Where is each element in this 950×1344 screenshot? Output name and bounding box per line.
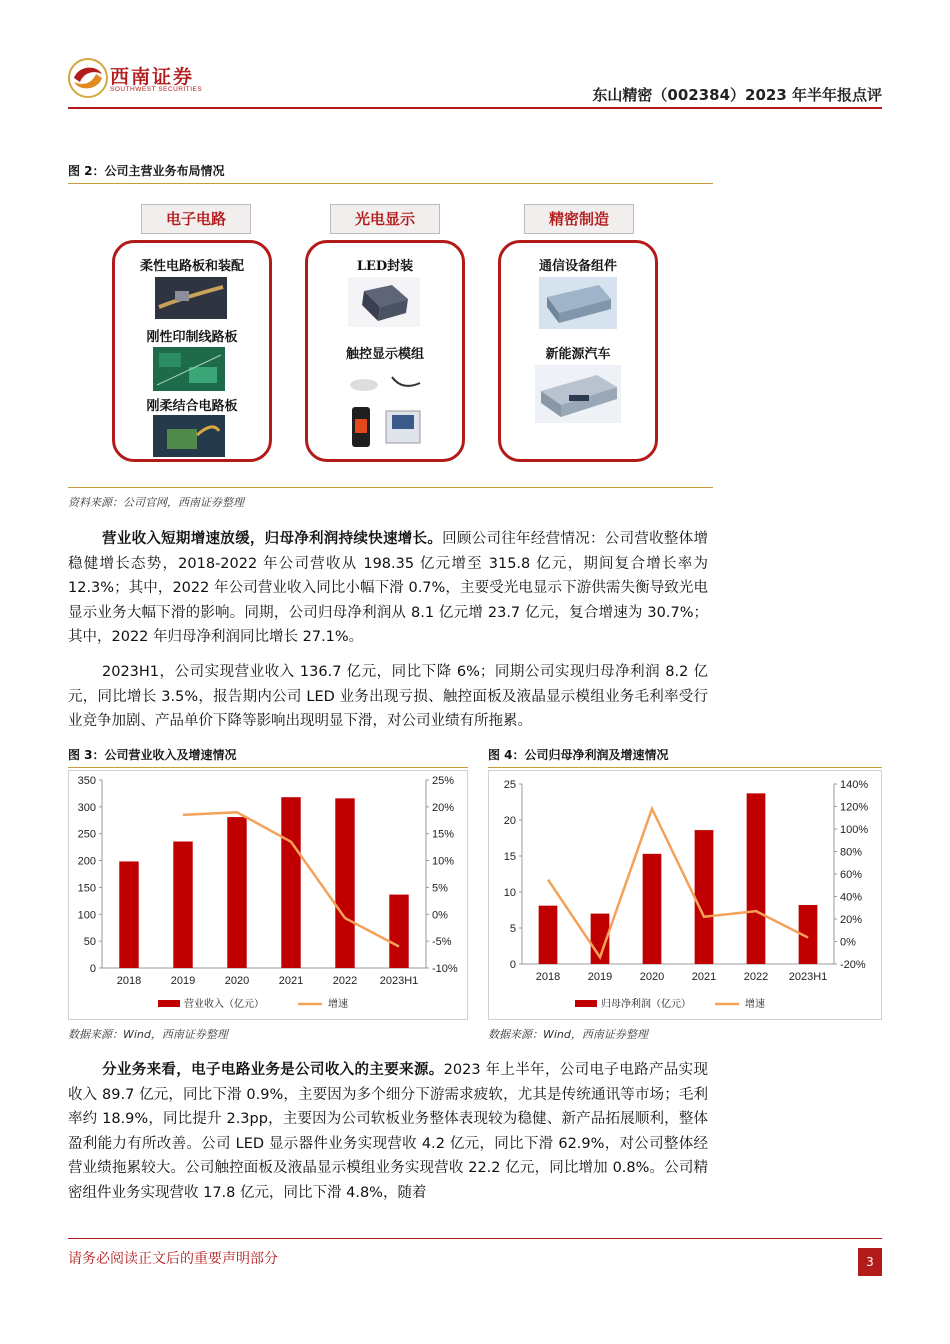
y-tick-label-right: 5%: [432, 882, 448, 895]
growth-line: [548, 809, 808, 958]
figure2-caption: 图 2：公司主营业务布局情况: [68, 164, 225, 178]
footer-disclaimer: 请务必阅读正文后的重要声明部分: [68, 1251, 278, 1267]
legend-bar-swatch: [158, 1000, 180, 1007]
y-tick-label-right: -20%: [840, 959, 866, 971]
y-tick-label-left: 300: [77, 801, 96, 814]
bar: [335, 798, 354, 968]
item-flexible-pcb: 柔性电路板和装配: [139, 259, 244, 274]
item-led-packaging: LED封装: [356, 259, 414, 274]
figure3-source: 数据来源：Wind，西南证券整理: [68, 1028, 228, 1041]
y-tick-label-left: 20: [503, 815, 516, 827]
x-tick-label: 2023H1: [788, 971, 828, 983]
header-divider: [68, 107, 882, 109]
bar: [227, 817, 246, 968]
net-profit-chart: [488, 770, 882, 1020]
figure3-top-rule: [68, 767, 468, 768]
legend-bar-label: 归母净利润（亿元）: [601, 999, 691, 1010]
bar: [747, 793, 766, 964]
footer-divider: [68, 1238, 882, 1239]
item-rigid-pcb: 刚性印制线路板: [146, 330, 238, 345]
x-tick-label: 2020: [224, 975, 250, 987]
new-energy-vehicle-image: [535, 365, 621, 423]
y-tick-label-right: 0%: [432, 909, 448, 922]
touch-display-module-image: [344, 371, 426, 453]
communication-components-image: [539, 277, 617, 329]
paragraph-business-segments: [68, 1058, 708, 1205]
y-tick-label-left: 200: [77, 855, 96, 868]
y-tick-label-left: 150: [77, 882, 96, 895]
y-tick-label-left: 15: [503, 851, 516, 863]
x-tick-label: 2022: [743, 971, 769, 983]
y-tick-label-left: 50: [83, 936, 96, 949]
category-optoelectronic-display: 光电显示: [330, 204, 440, 234]
rigid-flex-pcb-image: [153, 415, 225, 457]
category-box-precision-manufacturing: [498, 240, 658, 462]
paragraph-revenue-body: 回顾公司往年经营情况：公司营收整体增稳健增长态势，2018-2022 年公司营收从 198.35 亿元增至 315.8 亿元，期间复合增长率为 12.3%；其中，2022 年公司营业收入同比小幅下滑 0.7%，主要受光电显示下游供需失衡导致光电显示业务大幅下滑的影响。同期，公司归母净利润从 8.1 亿元增 23.7 亿元，复合增速为 30.7%；其中，2022 年归母净利润同比增长 27.1%。: [68, 531, 709, 645]
bar: [173, 842, 192, 968]
y-tick-label-left: 100: [77, 909, 96, 922]
y-tick-label-right: 25%: [432, 775, 455, 787]
category-electronic-circuit: 电子电路: [141, 204, 251, 234]
bar: [119, 861, 138, 968]
x-tick-label: 2022: [332, 975, 358, 987]
figure3-caption: 图 3：公司营业收入及增速情况: [68, 748, 237, 762]
led-packaging-image: [348, 277, 420, 327]
y-tick-label-left: 250: [77, 828, 96, 841]
y-tick-label-left: 0: [89, 963, 96, 975]
x-tick-label: 2023H1: [379, 975, 419, 987]
x-tick-label: 2018: [535, 971, 561, 983]
item-rigid-flex-pcb: 刚柔结合电路板: [146, 399, 238, 414]
y-tick-label-left: 5: [509, 923, 516, 935]
y-tick-label-right: 140%: [840, 779, 869, 791]
figure2-source: 资料来源：公司官网，西南证券整理: [68, 496, 244, 509]
legend-line-label: 增速: [328, 999, 348, 1010]
company-logo-icon: [66, 56, 110, 100]
legend-bar-swatch: [575, 1000, 597, 1007]
paragraph-segments-headline: 分业务来看，电子电路业务是公司收入的主要来源。: [102, 1062, 444, 1078]
x-tick-label: 2021: [691, 971, 717, 983]
paragraph-revenue-headline: 营业收入短期增速放缓，归母净利润持续快速增长。: [102, 531, 443, 547]
legend-line-label: 增速: [745, 999, 765, 1010]
category-precision-manufacturing: 精密制造: [524, 204, 634, 234]
document-title: 东山精密（002384）2023 年半年报点评: [592, 86, 882, 104]
legend-bar-label: 营业收入（亿元）: [184, 999, 264, 1010]
item-touch-display-module: 触控显示模组: [345, 347, 424, 362]
y-tick-label-right: 15%: [432, 828, 455, 841]
item-communication-components: 通信设备组件: [538, 259, 617, 274]
paragraph-segments-body: 2023 年上半年，公司电子电路产品实现收入 89.7 亿元，同比下滑 0.9%，主要因为多个细分下游需求疲软，尤其是传统通讯等市场；毛利率约 18.9%，同比提升 2.3pp，主要因为公司软板业务整体表现较为稳健、新产品拓展顺利，整体盈利能力有所改善。公司 LED 显示器件业务实现营收 4.2 亿元，同比下滑 62.9%，对公司整体经营业绩拖累较大。公司触控面板及液晶显示模组业务实现营收 22.2 亿元，同比增加 0.8%。公司精密组件业务实现营收 17.8 亿元，同比下滑 4.8%，随着: [68, 1062, 709, 1201]
y-tick-label-right: 100%: [840, 824, 869, 836]
bar: [539, 906, 558, 964]
y-tick-label-left: 10: [503, 887, 516, 899]
revenue-chart: [68, 770, 468, 1020]
x-tick-label: 2019: [587, 971, 613, 983]
y-tick-label-left: 350: [77, 775, 96, 787]
y-tick-label-right: 120%: [840, 801, 869, 814]
y-tick-label-right: -5%: [432, 936, 452, 949]
y-tick-label-left: 0: [509, 959, 516, 971]
y-tick-label-right: -10%: [432, 963, 458, 975]
bar: [389, 895, 408, 968]
item-new-energy-vehicle: 新能源汽车: [545, 347, 611, 362]
flexible-pcb-image: [155, 277, 227, 319]
figure2-top-rule: [68, 183, 713, 184]
x-tick-label: 2018: [116, 975, 142, 987]
y-tick-label-right: 0%: [840, 936, 856, 949]
company-logo-english: SOUTHWEST SECURITIES: [110, 86, 203, 93]
figure2-bottom-rule: [68, 487, 713, 488]
x-tick-label: 2020: [639, 971, 665, 983]
y-tick-label-right: 10%: [432, 855, 455, 868]
bar: [643, 854, 662, 964]
x-tick-label: 2019: [170, 975, 196, 987]
category-box-optoelectronic-display: [305, 240, 465, 462]
y-tick-label-left: 25: [503, 779, 516, 791]
company-logo-name: 西南证券: [110, 66, 195, 88]
figure4-source: 数据来源：Wind，西南证券整理: [488, 1028, 648, 1041]
paragraph-revenue-overview: [68, 527, 708, 650]
category-box-electronic-circuit: [112, 240, 272, 462]
bar: [695, 830, 714, 964]
rigid-pcb-image: [153, 347, 225, 391]
paragraph-2023h1: 2023H1，公司实现营业收入 136.7 亿元，同比下降 6%；同期公司实现归母净利润 8.2 亿元，同比增长 3.5%，报告期内公司 LED 业务出现亏损、触控面板及液晶显示模组业务毛利率受行业竞争加剧、产品单价下降等影响出现明显下滑，对公司业绩有所拖累。: [68, 664, 708, 729]
figure4-caption: 图 4：公司归母净利润及增速情况: [488, 748, 669, 762]
y-tick-label-right: 40%: [840, 891, 863, 904]
page-number: 3: [858, 1248, 882, 1276]
x-tick-label: 2021: [278, 975, 304, 987]
y-tick-label-right: 20%: [840, 914, 863, 926]
y-tick-label-right: 60%: [840, 869, 863, 881]
bar: [281, 797, 300, 968]
y-tick-label-right: 80%: [840, 846, 863, 859]
figure4-top-rule: [488, 767, 882, 768]
y-tick-label-right: 20%: [432, 801, 455, 814]
